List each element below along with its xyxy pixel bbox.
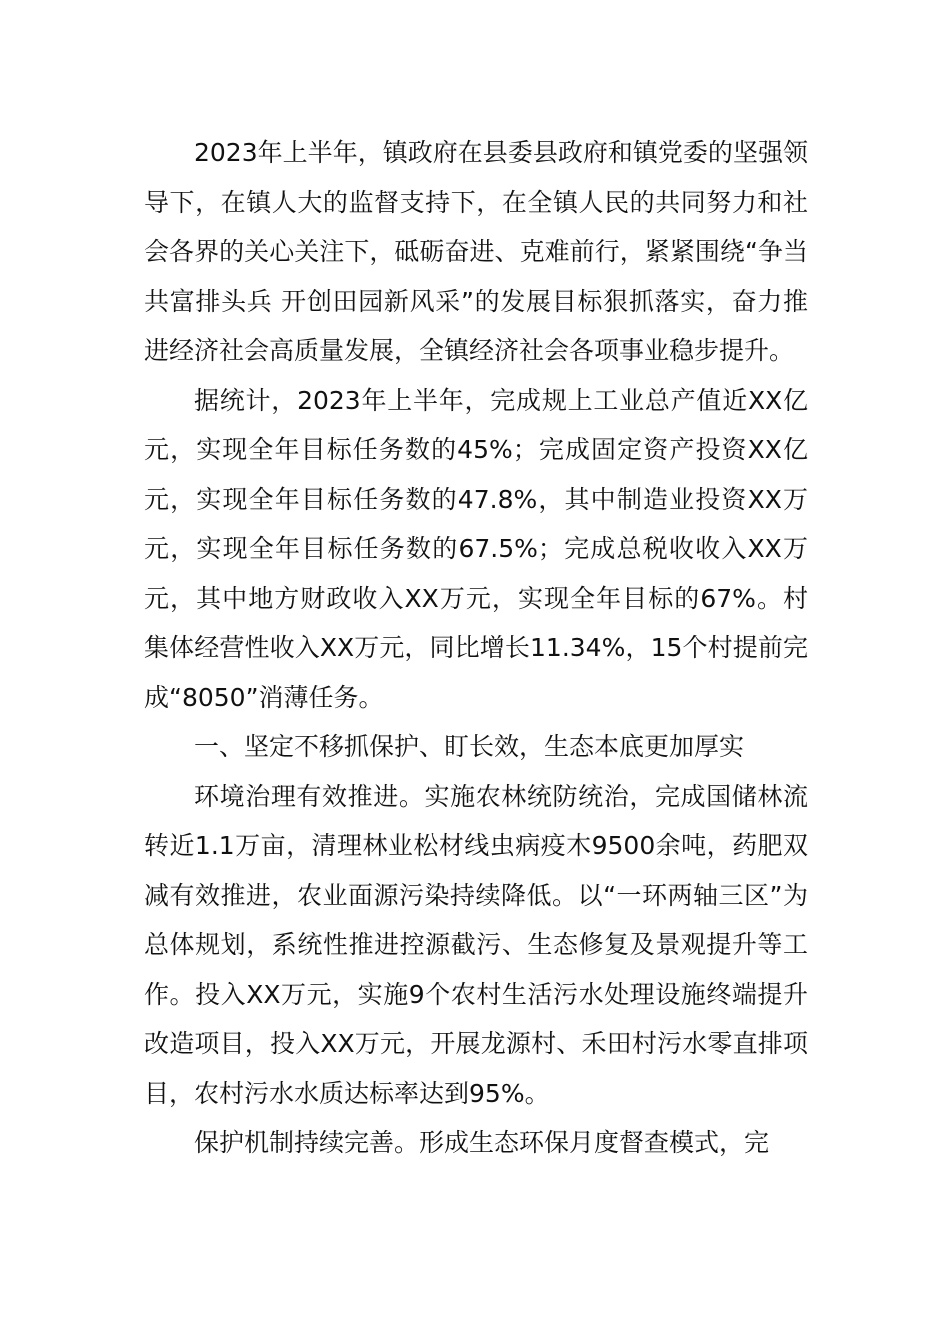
paragraph-environment: 环境治理有效推进。实施农林统防统治，完成国储林流转近1.1万亩，清理林业松材线虫病疫木9500余吨，药肥双减有效推进，农业面源污染持续降低。以“一环两轴三区”为总体规划，系统性推进控源截污、生态修复及景观提升等工作。投入XX万元，实施9个农村生活污水处理设施终端提升改造项目，投入XX万元，开展龙源村、禾田村污水零直排项目，农村污水水质达标率达到95%。 <box>144 781 808 1108</box>
document-body <box>144 128 808 1168</box>
paragraph-protection: 保护机制持续完善。形成生态环保月度督查模式，完 <box>194 1128 770 1157</box>
section-heading: 一、坚定不移抓保护、盯长效，生态本底更加厚实 <box>194 732 745 761</box>
paragraph-statistics: 据统计，2023年上半年，完成规上工业总产值近XX亿元，实现全年目标任务数的45%；完成固定资产投资XX亿元，实现全年目标任务数的47.8%，其中制造业投资XX万元，实现全年目标任务数的67.5%；完成总税收收入XX万元，其中地方财政收入XX万元，实现全年目标的67%。村集体经营性收入XX万元，同比增长11.34%，15个村提前完成“8050”消薄任务。 <box>144 385 808 712</box>
paragraph-intro: 2023年上半年，镇政府在县委县政府和镇党委的坚强领导下，在镇人大的监督支持下，在全镇人民的共同努力和社会各界的关心关注下，砥砺奋进、克难前行，紧紧围绕“争当共富排头兵 开创田园新风采”的发展目标狠抓落实，奋力推进经济社会高质量发展，全镇经济社会各项事业稳步提升。 <box>144 138 808 365</box>
